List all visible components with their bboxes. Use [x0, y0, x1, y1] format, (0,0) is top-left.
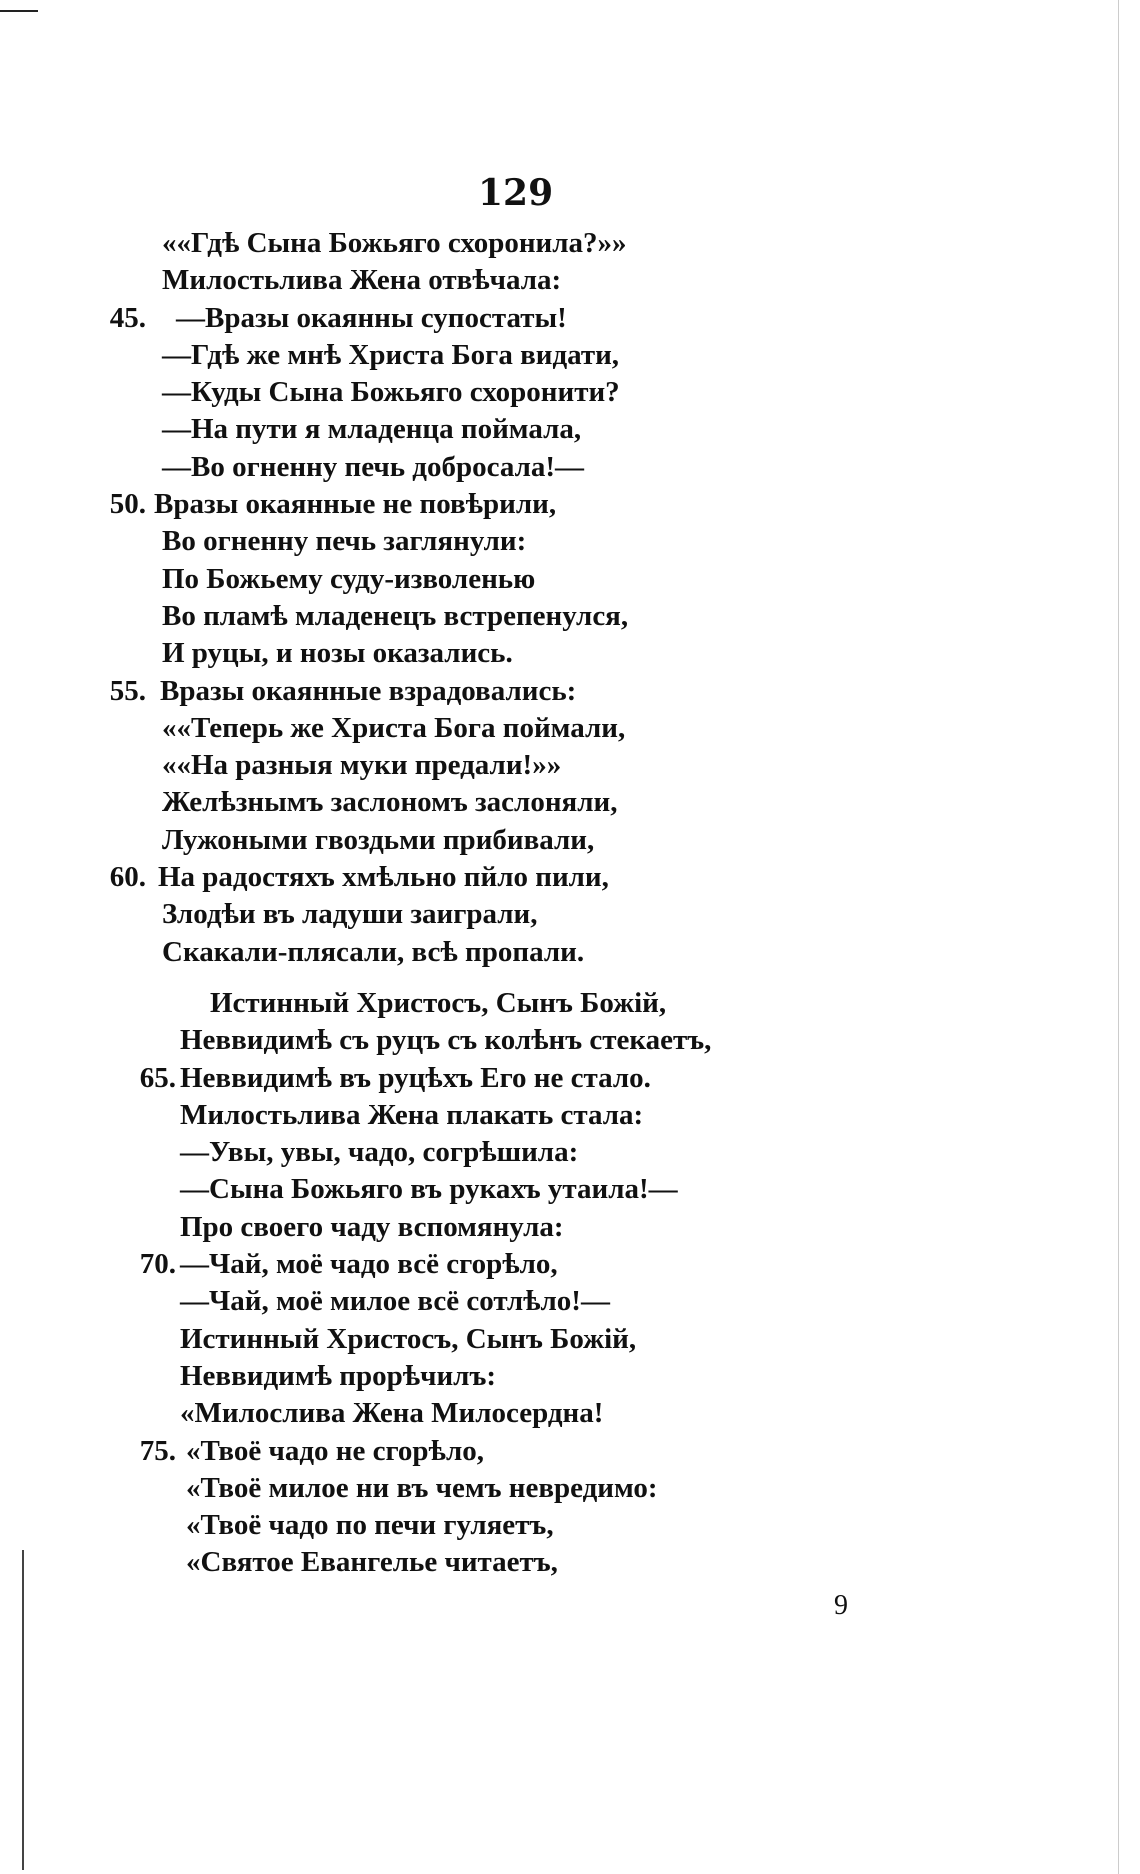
- line-text: Милостьлива Жена отвѣчала:: [162, 264, 562, 297]
- line-text: «Святое Евангелье читаетъ,: [186, 1546, 558, 1579]
- line-number: 55.: [109, 674, 146, 707]
- verse-line: [0, 1433, 1100, 1470]
- line-text: «Твоё чадо по печи гуляетъ,: [186, 1509, 554, 1542]
- line-text: «Твоё чадо не сгорѣло,: [186, 1434, 484, 1467]
- left-margin-rule: [22, 1550, 24, 1870]
- line-text: Неввидимѣ съ руцъ съ колѣнъ стекаетъ,: [180, 1024, 712, 1057]
- line-text: —Сына Божьяго въ рукахъ утаила!—: [180, 1173, 678, 1206]
- line-text: Злодѣи въ ладуши заиграли,: [162, 898, 538, 931]
- verse-line: [0, 985, 1100, 1022]
- verse-line: [0, 598, 1100, 635]
- line-text: —На пути я младенца поймала,: [162, 413, 582, 446]
- line-text: Желѣзнымъ заслономъ заслоняли,: [162, 786, 618, 819]
- verse-line: [0, 1544, 1100, 1581]
- line-text: И руцы, и нозы оказались.: [162, 637, 513, 670]
- verse-stanza-1: [0, 225, 1100, 971]
- line-text: На радостяхъ хмѣльно пйло пили,: [158, 861, 609, 894]
- verse-line: [0, 934, 1100, 971]
- verse-line: [0, 1171, 1100, 1208]
- line-number: 45.: [109, 301, 146, 334]
- verse-line: [0, 1209, 1100, 1246]
- verse-line: [0, 1358, 1100, 1395]
- verse-line: [0, 1395, 1100, 1432]
- verse-line: [0, 1097, 1100, 1134]
- verse-line: [0, 411, 1100, 448]
- line-text: —Чай, моё чадо всё сгорѣло,: [180, 1248, 558, 1281]
- right-margin-rule: [1118, 0, 1119, 1874]
- line-text: ««Теперь же Христа Бога поймали,: [162, 711, 626, 744]
- verse-line: [0, 784, 1100, 821]
- line-text: —Вразы окаянны супостаты!: [176, 301, 567, 334]
- verse-line: [0, 1283, 1100, 1320]
- line-text: Истинный Христосъ, Сынъ Божій,: [210, 987, 667, 1019]
- verse-line: [0, 1470, 1100, 1507]
- line-number: 65.: [139, 1061, 176, 1094]
- verse-line: [0, 1507, 1100, 1544]
- line-text: «Милослива Жена Милосердна!: [180, 1397, 604, 1430]
- line-text: —Увы, увы, чадо, согрѣшила:: [180, 1136, 579, 1169]
- verse-line: [0, 1022, 1100, 1059]
- verse-line: [0, 1134, 1100, 1171]
- verse-line: [0, 1060, 1100, 1097]
- line-text: —Чай, моё милое всё сотлѣло!—: [180, 1285, 610, 1318]
- verse-stanza-2: [0, 985, 1100, 1582]
- verse-line: [0, 1246, 1100, 1283]
- top-left-rule: [0, 10, 38, 12]
- verse-line: [0, 337, 1100, 374]
- verse-line: [0, 523, 1100, 560]
- line-text: ««На разныя муки предали!»»: [162, 749, 562, 782]
- line-text: Милостьлива Жена плакать стала:: [180, 1098, 644, 1131]
- verse-line: [0, 747, 1100, 784]
- line-text: «Твоё милое ни въ чемъ невредимо:: [186, 1471, 658, 1504]
- verse-line: [0, 710, 1100, 747]
- verse-line: [0, 262, 1100, 299]
- verse-line: [0, 561, 1100, 598]
- verse-line: [0, 635, 1100, 672]
- verse-line: [0, 896, 1100, 933]
- line-text: Во пламѣ младенецъ встрепенулся,: [162, 599, 629, 632]
- line-number: 75.: [139, 1434, 176, 1467]
- line-text: По Божьему суду-изволенью: [162, 562, 536, 595]
- verse-line: [0, 673, 1100, 710]
- line-text: Истинный Христосъ, Сынъ Божій,: [180, 1322, 637, 1355]
- verse-line: [0, 225, 1100, 262]
- verse-line: [0, 300, 1100, 337]
- verse-line: [0, 859, 1100, 896]
- line-text: Скакали-плясали, всѣ пропали.: [162, 935, 585, 968]
- line-number: 60.: [109, 861, 146, 894]
- line-text: —Куды Сына Божьяго схоронити?: [162, 376, 620, 409]
- verse-line: [0, 822, 1100, 859]
- line-number: 50.: [109, 488, 146, 521]
- line-text: Во огненну печь заглянули:: [162, 525, 527, 558]
- line-text: Вразы окаянные не повѣрили,: [154, 488, 557, 521]
- verse-line: [0, 374, 1100, 411]
- page-number: 129: [478, 172, 554, 214]
- line-text: Про своего чаду вспомянула:: [180, 1210, 564, 1243]
- line-text: ««Гдѣ Сына Божьяго схоронила?»»: [162, 227, 627, 259]
- line-text: —Во огненну печь добросала!—: [162, 450, 585, 483]
- line-text: Неввидимѣ прорѣчилъ:: [180, 1359, 497, 1392]
- line-text: —Гдѣ же мнѣ Христа Бога видати,: [162, 338, 620, 371]
- verse-line: [0, 1321, 1100, 1358]
- signature-mark: 9: [834, 1590, 848, 1621]
- line-text: Неввидимѣ въ руцѣхъ Его не стало.: [180, 1061, 651, 1094]
- verse-line: [0, 449, 1100, 486]
- line-text: Лужоными гвоздьми прибивали,: [162, 823, 595, 856]
- verse-line: [0, 486, 1100, 523]
- line-text: Вразы окаянные взрадовались:: [160, 674, 577, 707]
- line-number: 70.: [139, 1248, 176, 1281]
